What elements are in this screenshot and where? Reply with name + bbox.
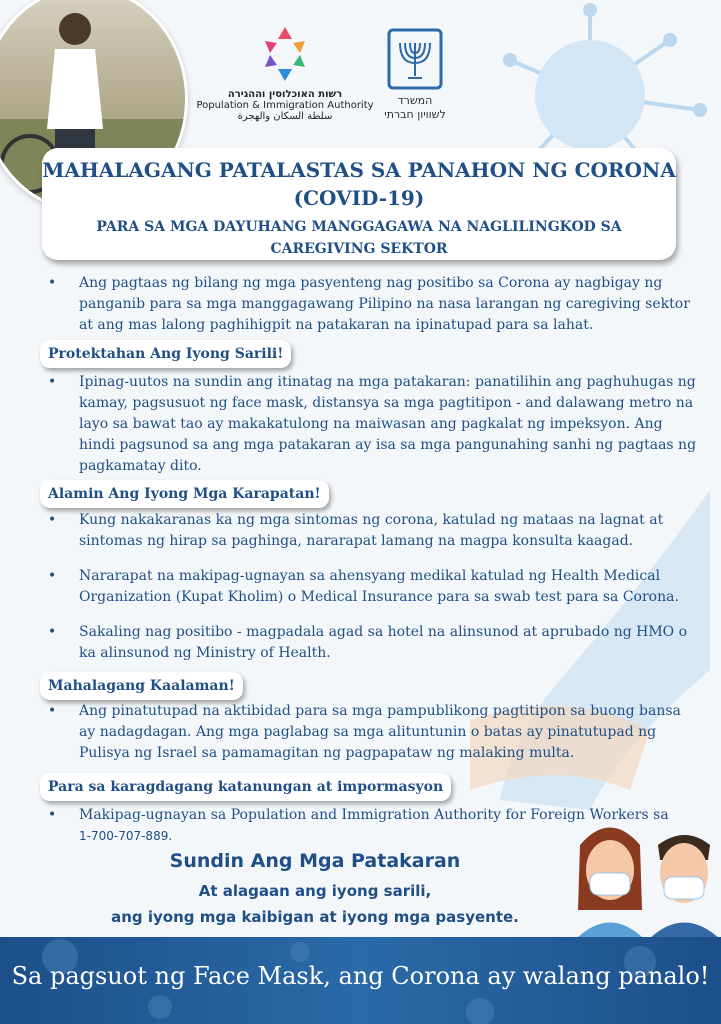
pia-name-arabic: سلطة السكان والهجرة	[237, 111, 333, 122]
info-bullet	[48, 701, 698, 764]
bullet-dot: •	[48, 703, 57, 719]
pia-logo	[190, 25, 380, 122]
title-sub-line1: PARA SA MGA DAYUHANG MANGGAGAWA NA NAGLILINGKOD SA	[96, 219, 622, 235]
closing-line2: At alagaan ang iyong sarili,	[198, 882, 432, 900]
bullet-dot: •	[48, 374, 57, 390]
pia-name-hebrew: רשות האוכלוסין וההגירה	[227, 89, 343, 100]
heading-rights: Alamin Ang Iyong Mga Karapatan!	[40, 480, 329, 508]
rights-text-3: Sakaling nag positibo - magpadala agad sa hotel na alinsunod at aprubado ng HMO o ka alinsunod ng Ministry of Health.	[79, 624, 688, 661]
protect-text: Ipinag-uutos na sundin ang itinatag na mga patakaran: panatilihin ang paghuhugas ng kamay, pagsusuot ng face mask, distansya sa mga pagtitipon - and dalawang metro na layo sa bawat tao ay makakatulong na maiwasan ang pagkalat ng impeksyon. Ang hindi pagsunod sa ang mga patakaran ay isa sa mga pangunahing sanhi ng pagtaas ng pagkamatay dito.	[79, 374, 697, 474]
star-logo-icon	[260, 25, 310, 83]
bullet-dot: •	[48, 512, 57, 528]
intro-bullet	[48, 273, 698, 336]
title-main	[42, 156, 676, 212]
title-box	[42, 148, 676, 260]
rights-bullet-3	[48, 622, 698, 664]
rights-bullet-1	[48, 510, 698, 552]
title-subtitle	[42, 216, 676, 260]
info-text: Ang pinatutupad na aktibidad para sa mga pampublikong pagtitipon sa buong bansa ay nadagdagan. Ang mga paglabag sa mga alituntunin o batas ay pinatutupad ng Pulisya ng Israel sa pamamagitan ng pagpapataw ng malaking multa.	[79, 703, 681, 761]
pia-name-english: Population & Immigration Authority	[196, 100, 374, 111]
contact-phone: 1-700-707-889.	[79, 829, 173, 843]
man-illustration	[648, 835, 721, 940]
closing-line3: ang iyong mga kaibigan at iyong mga pasyente.	[111, 908, 519, 926]
bullet-dot: •	[48, 807, 57, 823]
intro-text: Ang pagtaas ng bilang ng mga pasyenteng nag positibo sa Corona ay nagbigay ng panganib para sa mga manggagawang Pilipino na nasa larangan ng caregiving sektor at ang mas lalong paghihigpit na patakaran na ipinatupad para sa lahat.	[79, 275, 690, 333]
protect-bullet	[48, 372, 698, 477]
heading-contact: Para sa karagdagang katanungan at impormasyon	[40, 773, 451, 801]
contact-text: Makipag-ugnayan sa Population and Immigration Authority for Foreign Workers sa	[79, 807, 669, 823]
heading-protect: Protektahan Ang Iyong Sarili!	[40, 340, 291, 368]
bullet-dot: •	[48, 624, 57, 640]
woman-illustration	[575, 828, 645, 941]
rights-text-1: Kung nakakaranas ka ng mga sintomas ng corona, katulad ng mataas na lagnat at sintomas ng hirap sa paghinga, nararapat lamang na magpa konsulta kaagad.	[79, 512, 664, 549]
ministry-name-line2: לשוויון חברתי	[384, 108, 446, 121]
ministry-name-line1: המשרד	[397, 94, 433, 107]
title-main-line1: MAHALAGANG PATALASTAS SA PANAHON NG CORONA	[42, 158, 676, 182]
footer-slogan: Sa pagsuot ng Face Mask, ang Corona ay walang panalo!	[11, 962, 710, 990]
closing-line1: Sundin Ang Mga Patakaran	[169, 850, 461, 872]
rights-bullet-2	[48, 566, 698, 608]
rights-text-2: Nararapat na makipag-ugnayan sa ahensyang medikal katulad ng Health Medical Organization (Kupat Kholim) o Medical Insurance para sa swab test para sa Corona.	[79, 568, 679, 605]
bullet-dot: •	[48, 568, 57, 584]
heading-info: Mahalagang Kaalaman!	[40, 672, 243, 700]
bullet-dot: •	[48, 275, 57, 291]
masked-people-illustration	[570, 815, 721, 940]
title-main-line2: (COVID-19)	[293, 186, 425, 210]
ministry-logo	[375, 28, 455, 122]
title-sub-line2: CAREGIVING SEKTOR	[270, 241, 448, 257]
menorah-emblem-icon	[386, 28, 444, 90]
